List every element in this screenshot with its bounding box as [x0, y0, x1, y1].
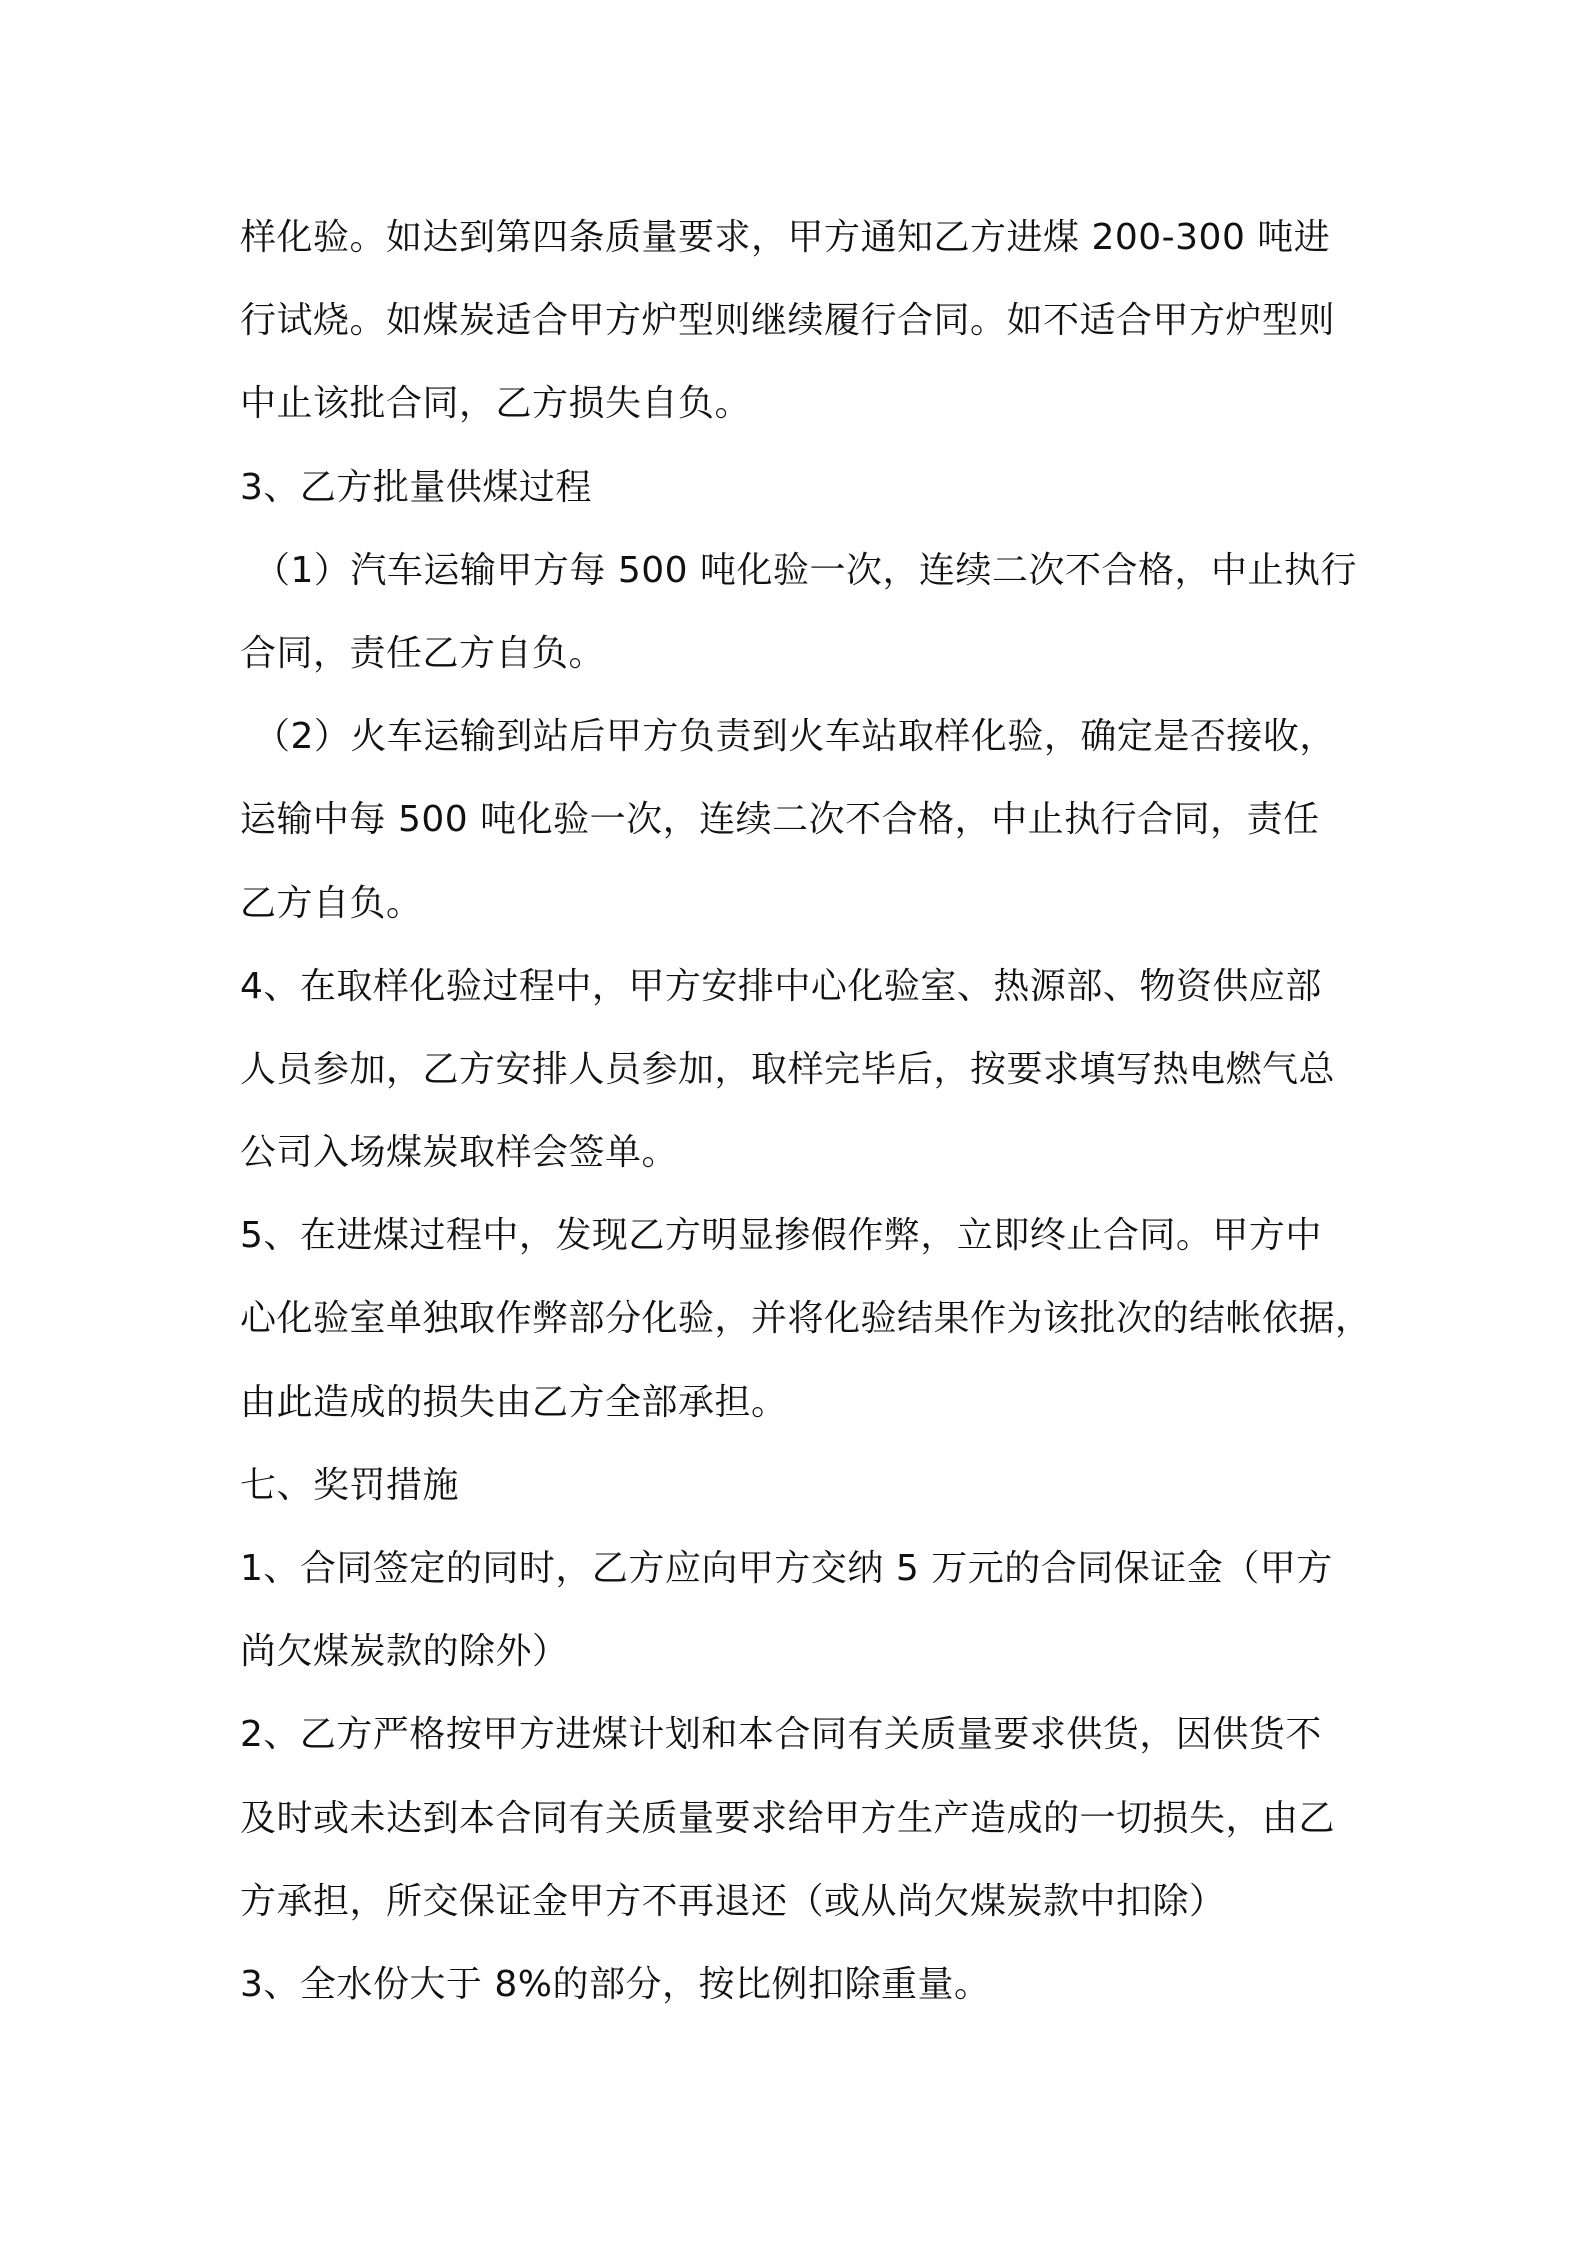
text-line: 合同，责任乙方自负。 — [240, 632, 606, 674]
text-line: 行试烧。如煤炭适合甲方炉型则继续履行合同。如不适合甲方炉型则 — [240, 300, 1336, 342]
document-body — [240, 196, 1380, 2026]
text-line: 尚欠煤炭款的除外） — [240, 1631, 569, 1673]
text-line: 乙方自负。 — [240, 882, 423, 924]
section-heading: 3、乙方批量供煤过程 — [240, 466, 592, 508]
text-line: 5、在进煤过程中，发现乙方明显掺假作弊，立即终止合同。甲方中 — [240, 1215, 1322, 1257]
text-line: 4、在取样化验过程中，甲方安排中心化验室、热源部、物资供应部 — [240, 965, 1322, 1007]
text-line: 及时或未达到本合同有关质量要求给甲方生产造成的一切损失，由乙 — [240, 1797, 1336, 1839]
text-line: 心化验室单独取作弊部分化验，并将化验结果作为该批次的结帐依据， — [240, 1298, 1372, 1340]
text-line: 方承担，所交保证金甲方不再退还（或从尚欠煤炭款中扣除） — [240, 1880, 1226, 1922]
text-line: 人员参加，乙方安排人员参加，取样完毕后，按要求填写热电燃气总 — [240, 1048, 1336, 1090]
text-line: （1）汽车运输甲方每 500 吨化验一次，连续二次不合格，中止执行 — [254, 549, 1358, 591]
text-line: 运输中每 500 吨化验一次，连续二次不合格，中止执行合同，责任 — [240, 799, 1320, 841]
text-line: 公司入场煤炭取样会签单。 — [240, 1132, 679, 1174]
text-line: 3、全水份大于 8%的部分，按比例扣除重量。 — [240, 1963, 991, 2005]
section-heading: 七、奖罚措施 — [240, 1464, 460, 1506]
text-line: 样化验。如达到第四条质量要求，甲方通知乙方进煤 200-300 吨进 — [240, 217, 1331, 258]
text-line: （2）火车运输到站后甲方负责到火车站取样化验，确定是否接收， — [254, 716, 1336, 758]
text-line: 中止该批合同，乙方损失自负。 — [240, 383, 752, 425]
text-line: 2、乙方严格按甲方进煤计划和本合同有关质量要求供货，因供货不 — [240, 1714, 1322, 1756]
text-line: 由此造成的损失由乙方全部承担。 — [240, 1381, 788, 1423]
text-line: 1、合同签定的同时，乙方应向甲方交纳 5 万元的合同保证金（甲方 — [240, 1548, 1333, 1589]
